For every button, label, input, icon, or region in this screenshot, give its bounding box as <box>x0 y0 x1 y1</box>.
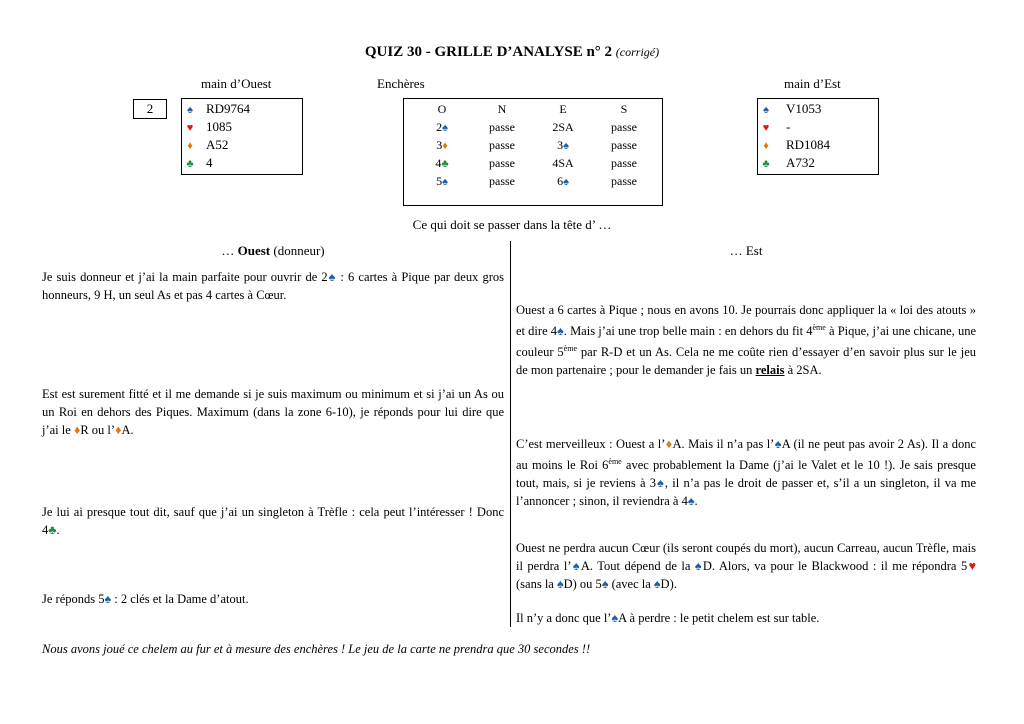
east-diamonds: RD1084 <box>786 137 831 152</box>
bidding-box <box>403 98 663 206</box>
bid-north <box>472 172 532 190</box>
diamond-icon: ♦ <box>442 139 448 152</box>
spade-icon: ♠ <box>563 139 569 152</box>
text: à Pique, j’ai une chicane, une couleur 5 <box>516 324 976 360</box>
east-column-heading: … Est <box>729 243 763 258</box>
east-paragraph-1 <box>516 301 976 379</box>
bid-north <box>472 154 532 172</box>
west-head-prefix: … <box>221 243 238 258</box>
text: A. <box>121 423 134 437</box>
text: R ou l’ <box>80 423 116 437</box>
text: par R-D et un As. Cela ne me coûte rien d’essayer d’en savoir plus sur le jeu de mon partenaire ; pour le demander je fais un <box>516 345 976 378</box>
bid-row <box>412 154 654 172</box>
board-number: 2 <box>133 99 167 119</box>
bid-east-value: 4SA <box>552 155 574 170</box>
bid-north <box>472 136 532 154</box>
bid-south <box>594 118 654 136</box>
text: Est est surement fitté et il me demande si je suis maximum ou minimum et si j’ai un As ou un Roi en dehors des Piques. Maximum (dans la zone 6-10), je réponds pour lui dire que j’ai le <box>42 387 504 437</box>
superscript: ème <box>608 457 622 466</box>
bid-row <box>412 118 654 136</box>
bid-east <box>532 154 594 172</box>
text: Je suis donneur et j’ai la main parfaite pour ouvrir de 2 <box>42 270 328 284</box>
bid-south <box>594 172 654 190</box>
bid-east <box>532 118 594 136</box>
text: . <box>56 523 60 537</box>
spade-icon: ♠ <box>601 577 609 591</box>
text: . <box>694 494 698 509</box>
text: (sans la <box>516 577 557 591</box>
bid-south <box>594 136 654 154</box>
analysis-subtitle: Ce qui doit se passer dans la tête d’ … <box>412 217 612 232</box>
east-paragraph-2 <box>516 435 976 510</box>
west-diamonds: A52 <box>206 137 229 152</box>
heart-icon: ♥ <box>967 559 976 573</box>
text: : 2 clés et la Dame d’atout. <box>111 592 249 606</box>
text: D). <box>660 577 677 591</box>
text: Ouest a 6 cartes à Pique ; nous en avons 10. Je pourrais donc appliquer la « loi des atouts » et dire 4 <box>516 303 976 339</box>
west-hearts: 1085 <box>206 119 232 134</box>
west-hand-box <box>181 98 303 175</box>
spade-icon: ♠ <box>571 559 581 573</box>
text: Il n’y a donc que l’ <box>516 611 612 625</box>
west-paragraph-3 <box>42 503 504 539</box>
bid-row <box>412 136 654 154</box>
bid-east-value: 3 <box>557 137 564 152</box>
spade-icon: ♠ <box>774 437 782 451</box>
east-spades: V1053 <box>786 101 822 116</box>
bid-south-value: passe <box>611 119 637 134</box>
bid-south-value: passe <box>611 155 637 170</box>
bid-north-value: passe <box>489 137 515 152</box>
spade-icon: ♠ <box>653 577 661 591</box>
text: à 2SA. <box>784 363 822 378</box>
bid-east <box>532 172 594 190</box>
text: avec probablement la Dame (j’ai le Valet et le 10 !). Je sais presque tout, mais, si je reviens à 3 <box>516 458 976 491</box>
bid-west <box>412 154 472 172</box>
text: A (il ne peut pas avoir 2 As). Il a donc au moins le Roi 6 <box>516 437 976 473</box>
spade-icon: ♠ <box>556 577 564 591</box>
west-hand-label: main d’Ouest <box>201 76 272 91</box>
bid-header-e: E <box>559 101 567 116</box>
title-sub: (corrigé) <box>615 45 660 59</box>
text: . Mais j’ai une trop belle main : en dehors du fit 4 <box>563 324 813 339</box>
text: A. Mais il n’a pas l’ <box>672 437 775 451</box>
text: A. Tout dépend de la <box>580 559 695 573</box>
west-paragraph-4 <box>42 590 504 608</box>
east-hand-label: main d’Est <box>784 76 841 91</box>
spade-icon: ♠ <box>656 476 665 491</box>
relais-emphasis: relais <box>755 363 785 378</box>
bid-header-n: N <box>497 101 507 116</box>
bid-south-value: passe <box>611 137 637 152</box>
spade-icon: ♠ <box>694 559 703 573</box>
west-head-suffix: (donneur) <box>270 243 325 258</box>
diamond-icon: ♦ <box>73 423 81 437</box>
text: Je lui ai presque tout dit, sauf que j’ai un singleton à Trèfle : cela peut l’intéresser ! Donc 4 <box>42 505 504 537</box>
bid-north-value: passe <box>489 155 515 170</box>
bid-south <box>594 154 654 172</box>
bid-north <box>472 118 532 136</box>
diamond-icon: ♦ <box>763 140 769 152</box>
text: D. Alors, va pour le Blackwood : il me répondra 5 <box>702 559 968 573</box>
west-spades: RD9764 <box>206 101 251 116</box>
text: D) ou 5 <box>563 577 602 591</box>
west-paragraph-1 <box>42 268 504 304</box>
west-clubs: 4 <box>206 155 213 170</box>
title-main: QUIZ 30 - GRILLE D’ANALYSE n° 2 <box>364 44 613 60</box>
bid-east-value: 2SA <box>552 119 574 134</box>
bid-west <box>412 136 472 154</box>
bid-north-value: passe <box>489 119 515 134</box>
spade-icon: ♠ <box>327 270 337 284</box>
spade-icon: ♠ <box>557 324 564 339</box>
club-icon: ♣ <box>48 523 57 537</box>
east-hearts: - <box>786 119 791 134</box>
spade-icon: ♠ <box>611 611 619 625</box>
bid-west <box>412 118 472 136</box>
spade-icon: ♠ <box>687 494 695 509</box>
text: Ouest ne perdra aucun Cœur (ils seront coupés du mort), aucun Carreau, aucun Trèfle, mais il perdra l’ <box>516 541 976 573</box>
text: , il n’a pas le droit de passer et, s’il a un singleton, il va me l’annoncer ; sinon, il reviendra à 4 <box>516 476 977 509</box>
spade-icon: ♠ <box>442 121 448 134</box>
bid-west-value: 2 <box>436 119 443 134</box>
bid-header-s: S <box>620 101 628 116</box>
east-hand-box <box>757 98 879 175</box>
spade-icon: ♠ <box>563 175 569 188</box>
bid-west-value: 5 <box>436 173 443 188</box>
bid-east-value: 6 <box>557 173 564 188</box>
text: : 6 cartes à Pique par deux gros honneurs, 9 H, un seul As et pas 4 cartes à Cœur. <box>42 270 504 302</box>
text: Je réponds 5 <box>42 592 105 606</box>
heart-icon: ♥ <box>762 122 770 134</box>
superscript: ème <box>563 344 577 354</box>
diamond-icon: ♦ <box>665 437 673 451</box>
club-icon: ♣ <box>441 157 449 170</box>
west-head-bold: Ouest <box>237 243 271 258</box>
bid-north-value: passe <box>489 173 515 188</box>
spade-icon: ♠ <box>104 592 112 606</box>
superscript: ème <box>812 323 826 332</box>
west-column-heading <box>42 243 504 259</box>
club-icon: ♣ <box>762 158 770 170</box>
spade-icon: ♠ <box>763 104 769 116</box>
bidding-label: Enchères <box>377 76 425 91</box>
east-paragraph-4 <box>516 609 976 627</box>
footer-note: Nous avons joué ce chelem au fur et à mesure des enchères ! Le jeu de la carte ne prendra que 30 secondes !! <box>42 642 591 656</box>
column-divider <box>510 241 511 627</box>
bid-west-value: 3 <box>436 137 443 152</box>
bid-row <box>412 172 654 190</box>
text: C’est merveilleux : Ouest a l’ <box>516 437 666 451</box>
east-clubs: A732 <box>786 155 815 170</box>
bid-south-value: passe <box>611 173 637 188</box>
bid-west <box>412 172 472 190</box>
text: (avec la <box>608 577 654 591</box>
spade-icon: ♠ <box>442 175 448 188</box>
spade-icon: ♠ <box>187 104 193 116</box>
bid-east <box>532 136 594 154</box>
diamond-icon: ♦ <box>115 423 122 437</box>
club-icon: ♣ <box>186 158 194 170</box>
heart-icon: ♥ <box>186 122 194 134</box>
bid-west-value: 4 <box>435 155 442 170</box>
text: A à perdre : le petit chelem est sur table. <box>618 611 820 625</box>
diamond-icon: ♦ <box>187 140 193 152</box>
bidding-table <box>412 100 654 190</box>
page-title <box>0 44 1024 61</box>
bid-header-o: O <box>437 101 447 116</box>
west-paragraph-2 <box>42 385 504 439</box>
east-paragraph-3 <box>516 539 976 593</box>
